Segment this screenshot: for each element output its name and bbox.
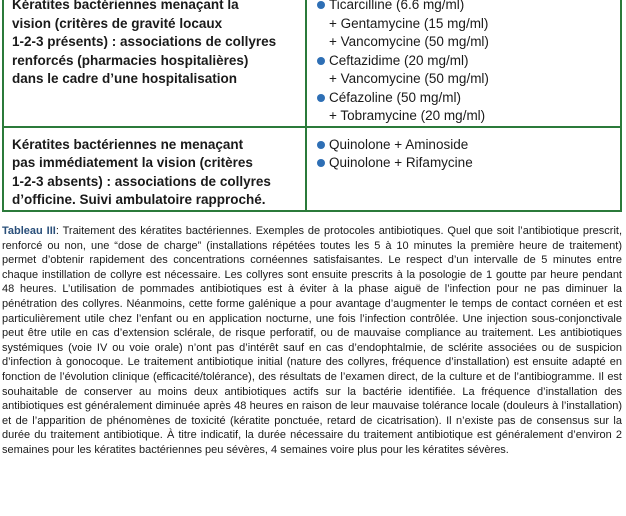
protocol-item [317, 15, 620, 34]
protocol-text: Quinolone + Rifamycine [329, 155, 473, 170]
protocol-item [317, 0, 620, 15]
protocol-item [317, 136, 620, 155]
protocol-text: Ceftazidime (20 mg/ml) [329, 52, 469, 68]
indication-line: pas immédiatement la vision (critères [12, 155, 253, 170]
indication-line: dans le cadre d’une hospitalisation [12, 71, 238, 86]
caption-separator: : [55, 225, 63, 237]
indication-line: Kératites bactériennes menaçant la [12, 0, 239, 12]
bullet-icon [317, 159, 325, 167]
protocol-item [317, 70, 620, 89]
bullet-icon [317, 94, 325, 102]
protocol-text: + Vancomycine (50 mg/ml) [329, 34, 489, 49]
indication-line: renforcés (pharmacies hospitalières) [12, 52, 249, 68]
indication-line: Kératites bactériennes ne menaçant [12, 136, 244, 152]
protocol-item [317, 52, 620, 71]
protocol-text: + Vancomycine (50 mg/ml) [329, 71, 489, 86]
table-caption [2, 224, 622, 458]
caption-label: Tableau III [2, 225, 56, 237]
treatment-table [2, 0, 622, 212]
bullet-icon [317, 1, 325, 9]
protocol-text: + Gentamycine (15 mg/ml) [329, 15, 489, 31]
indication-cell [3, 0, 306, 127]
indication-line: 1-2-3 présents) : associations de collyres [12, 34, 277, 49]
protocol-item [317, 33, 620, 52]
protocol-text: Ticarcilline (6.6 mg/ml) [329, 0, 465, 12]
indication-line: 1-2-3 absents) : associations de collyres [12, 173, 271, 189]
protocol-text: Quinolone + Aminoside [329, 136, 469, 152]
protocol-item [317, 107, 620, 126]
caption-text: Traitement des kératites bactériennes. Exemples de protocoles antibiotiques. Quel que soit l’antibiotique prescrit, renforcé ou non, une “dose de charge” (installations répétées toutes les 5 à 10 minutes la première heure de traitement) permet d’obtenir rapidement des concentrations cornéennes satisfaisantes. Le respect d’un intervalle de 5 minutes entre chaque instillation de collyre est nécessaire. Les collyres sont ensuite prescrits à la posologie de 1 goutte par heure pendant 48 heures. L’utilisation de pommades antibiotiques est à éviter à la phase aiguë de l’infection pour ne pas diminuer la pénétration des collyres. Néanmoins, cette forme galénique a pour avantage d’augmenter le temps de contact cornéen et est particulièrement utile chez l’enfant ou en application nocturne, une fois l’infection contrôlée. Une injection sous-conjonctivale peut être utile en cas d’extension sclérale, de risque perforatif, ou de mauvaise compliance au traitement. Les antibiotiques systémiques (voie IV ou voie orale) n’ont pas d’intérêt sauf en cas d’endophtalmie, de sclérite associées ou de suspicion d’infection à gonocoque. Le traitement antibiotique initial (nature des collyres, fréquence d’installation) est ensuite adapté en fonction de l’évolution clinique (efficacité/tolérance), des résultats de l’examen direct, de la culture et de l’antibiogramme. Il est souhaitable de conserver au moins deux antibiotiques actifs sur la bactérie identifiée. La fréquence d’installation des antibiotiques est généralement diminuée après 48 heures en raison de leur mauvaise tolérance locale (douleurs à l’installation) et de l’apparition de phénomènes de toxicité (kératite ponctuée, retard de cicatrisation). Il n’existe pas de consensus sur la durée du traitement antibiotique. À titre indicatif, la durée nécessaire du traitement antibiotique est généralement d’environ 2 semaines pour les kératites bactériennes peu sévères, 4 semaines voire plus pour les kératites sévères. [2, 225, 622, 456]
protocol-cell [306, 0, 621, 127]
protocol-cell [306, 127, 621, 211]
indication-cell [3, 127, 306, 211]
table-row [3, 0, 621, 127]
protocol-item [317, 89, 620, 108]
protocol-item [317, 154, 620, 173]
bullet-icon [317, 57, 325, 65]
table-row [3, 127, 621, 211]
indication-line: vision (critères de gravité locaux [12, 15, 223, 31]
bullet-icon [317, 141, 325, 149]
protocol-text: + Tobramycine (20 mg/ml) [329, 108, 486, 123]
indication-line: d’officine. Suivi ambulatoire rapproché. [12, 192, 266, 207]
protocol-text: Céfazoline (50 mg/ml) [329, 89, 462, 105]
